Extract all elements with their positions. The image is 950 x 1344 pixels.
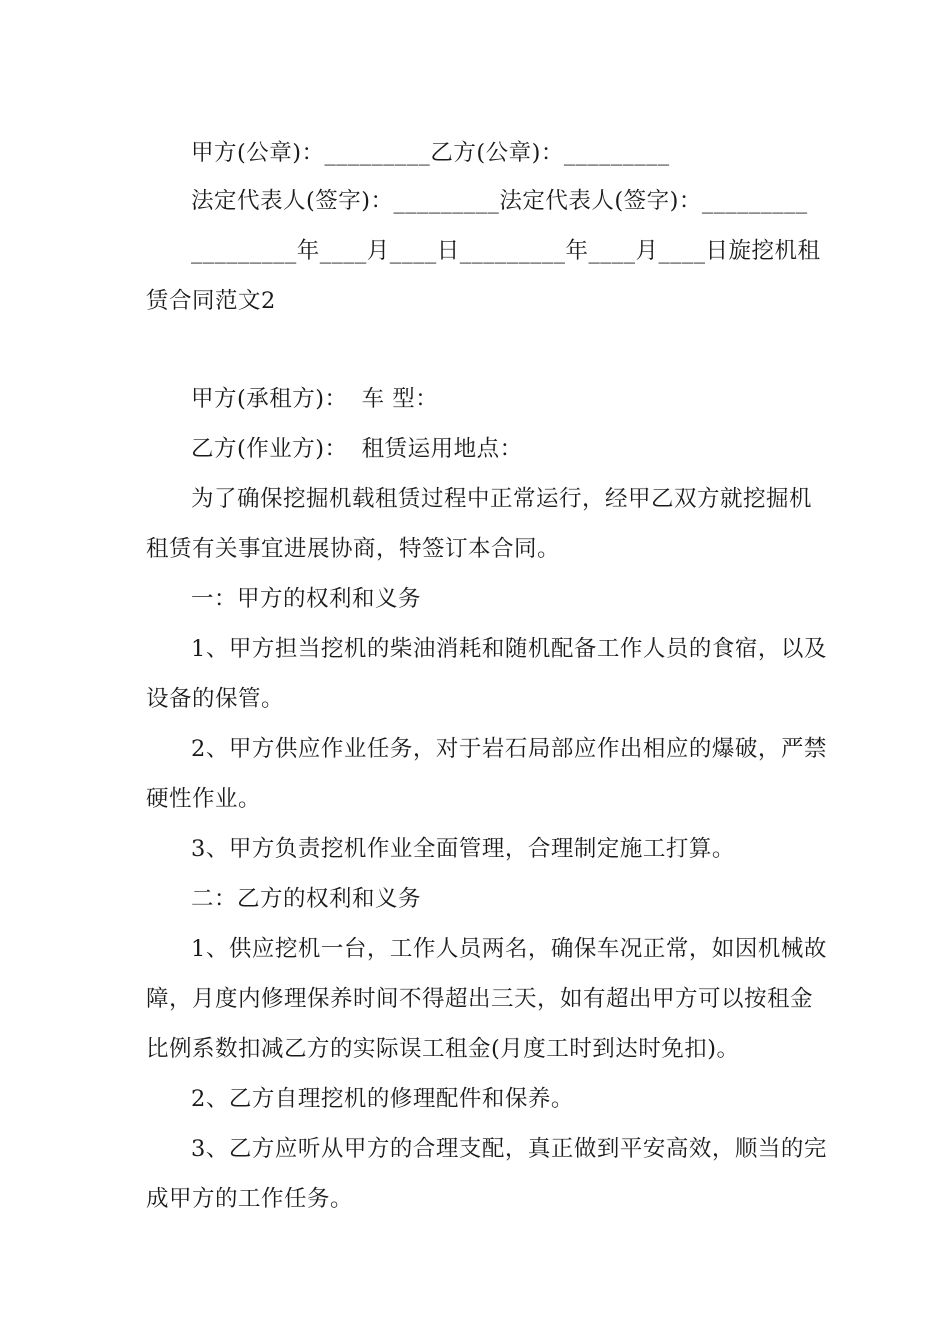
section-1-title: 一：甲方的权利和义务 <box>191 586 422 612</box>
party-a-header <box>191 384 861 414</box>
section-1-item-3: 3、甲方负责挖机作业全面管理，合理制定施工打算。 <box>191 836 735 862</box>
party-b-representative: 法定代表人(签字)：_________ <box>499 188 808 214</box>
section-2-item-3-line-2: 成甲方的工作任务。 <box>146 1186 354 1212</box>
party-b-label: 乙方(作业方)： <box>191 436 348 462</box>
contract-title: 赁合同范文2 <box>146 288 276 314</box>
location-label: 租赁运用地点： <box>361 436 523 462</box>
representative-line <box>191 186 861 216</box>
vehicle-type-label: 车 型： <box>361 386 439 412</box>
party-a-seal: 甲方(公章)：_________ <box>191 140 431 166</box>
date-line: _________年____月____日_________年____月____日旋挖机租 <box>191 238 821 264</box>
section-1-item-2-line-1: 2、甲方供应作业任务，对于岩石局部应作出相应的爆破，严禁 <box>191 736 827 762</box>
section-1-item-1-line-2: 设备的保管。 <box>146 686 285 712</box>
section-1-item-1-line-1: 1、甲方担当挖机的柴油消耗和随机配备工作人员的食宿，以及 <box>191 636 827 662</box>
section-1-item-2-line-2: 硬性作业。 <box>146 786 262 812</box>
intro-paragraph-line-1: 为了确保挖掘机载租赁过程中正常运行，经甲乙双方就挖掘机 <box>191 486 813 512</box>
party-a-representative: 法定代表人(签字)：_________ <box>191 188 500 214</box>
section-2-item-1-line-1: 1、供应挖机一台，工作人员两名，确保车况正常，如因机械故 <box>191 936 827 962</box>
section-2-title: 二：乙方的权利和义务 <box>191 886 422 912</box>
section-2-item-2: 2、乙方自理挖机的修理配件和保养。 <box>191 1086 574 1112</box>
party-b-header <box>191 434 861 464</box>
section-2-item-1-line-3: 比例系数扣减乙方的实际误工租金(月度工时到达时免扣)。 <box>146 1036 740 1062</box>
section-2-item-1-line-2: 障，月度内修理保养时间不得超出三天，如有超出甲方可以按租金 <box>146 986 814 1012</box>
party-b-seal: 乙方(公章)：_________ <box>430 140 670 166</box>
intro-paragraph-line-2: 租赁有关事宜进展协商，特签订本合同。 <box>146 536 561 562</box>
section-2-item-3-line-1: 3、乙方应听从甲方的合理支配，真正做到平安高效，顺当的完 <box>191 1136 827 1162</box>
party-a-label: 甲方(承租方)： <box>191 386 348 412</box>
seal-line <box>191 138 861 168</box>
